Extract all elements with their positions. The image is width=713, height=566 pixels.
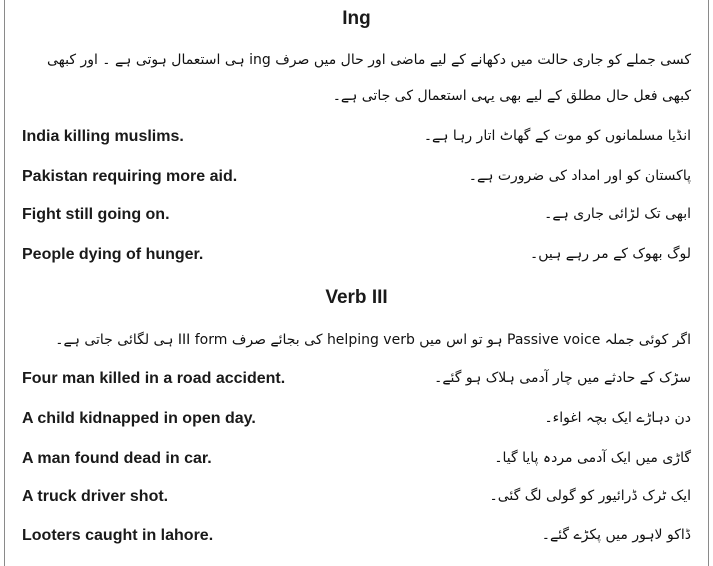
english-sentence: Looters caught in lahore. [22, 527, 214, 544]
example-row [0, 128, 713, 152]
urdu-translation: پاکستان کو اور امداد کی ضرورت ہے۔ [468, 168, 691, 184]
urdu-translation: گاڑی میں ایک آدمی مردہ پایا گیا۔ [494, 450, 691, 466]
english-sentence: India killing muslims. [22, 128, 184, 145]
urdu-translation: ڈاکو لاہور میں پکڑے گئے۔ [541, 527, 691, 543]
english-sentence: A truck driver shot. [22, 488, 169, 505]
urdu-translation: ایک ٹرک ڈرائیور کو گولی لگ گئی۔ [489, 488, 691, 504]
english-sentence: Pakistan requiring more aid. [22, 168, 238, 185]
example-row [0, 370, 713, 394]
example-row [0, 246, 713, 270]
urdu-translation: لوگ بھوک کے مر رہے ہیں۔ [530, 246, 691, 262]
example-row [0, 168, 713, 192]
english-sentence: Fight still going on. [22, 206, 170, 223]
english-sentence: A child kidnapped in open day. [22, 410, 256, 427]
example-row [0, 206, 713, 230]
urdu-translation: انڈیا مسلمانوں کو موت کے گھاٹ اتار رہا ہے۔ [423, 128, 691, 144]
english-sentence: Four man killed in a road accident. [22, 370, 286, 387]
example-row [0, 450, 713, 474]
section-title-ing: Ing [342, 8, 371, 29]
urdu-translation: دن دہاڑے ایک بچہ اغواء۔ [544, 410, 691, 426]
english-sentence: People dying of hunger. [22, 246, 204, 263]
english-sentence: A man found dead in car. [22, 450, 212, 467]
section-description-ing: کسی جملے کو جاری حالت میں دکھانے کے لیے ماضی اور حال میں صرف ing ہی استعمال ہوتی ہے ۔ اور کبھی کبھی فعل حال مطلق کے لیے بھی یہی استعمال کی جاتی ہے۔ [46, 52, 691, 104]
example-row [0, 527, 713, 551]
section-title-verb-iii: Verb III [325, 287, 388, 308]
section-description-verb-iii: اگر کوئی جملہ Passive voice ہو تو اس میں helping verb کی بجائے صرف III form ہی لگائی جاتی ہے۔ [55, 332, 691, 348]
urdu-translation: سڑک کے حادثے میں چار آدمی ہلاک ہو گئے۔ [434, 370, 691, 386]
example-row [0, 410, 713, 434]
example-row [0, 488, 713, 512]
urdu-translation: ابھی تک لڑائی جاری ہے۔ [544, 206, 691, 222]
